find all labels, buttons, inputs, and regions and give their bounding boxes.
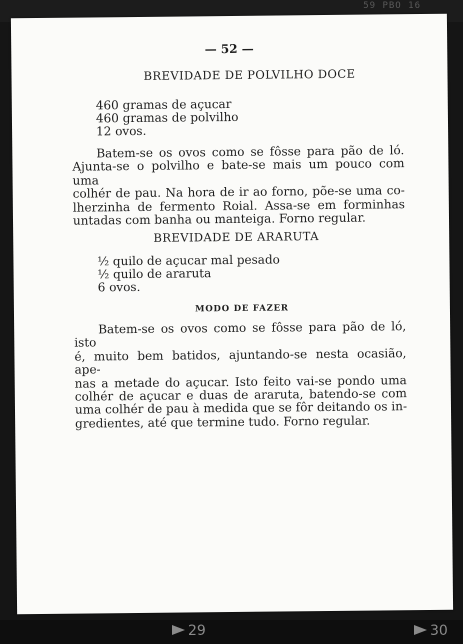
text-line: Batem-se os ovos como se fôsse para pão de ló. [96, 143, 405, 161]
frame-number: 29 [188, 623, 206, 639]
ingredient-item: 460 gramas de polvilho [95, 109, 239, 126]
frame-number: 30 [430, 623, 448, 639]
frame-marker [172, 623, 206, 639]
text-line: colhér de pau. Na hora de ir ao forno, põe-se uma co- [72, 183, 405, 201]
text-line: uma colhér de pau à medida que se fôr deitando os in- [74, 399, 408, 418]
frame-arrow-icon [414, 625, 427, 635]
text-line: gredientes, até que termine tudo. Forno regular. [75, 413, 371, 431]
text-line: Ajunta-se o polvilho e bate-se mais um pouco com uma [72, 156, 405, 188]
text-line: colhér de açucar e duas de araruta, batendo-se com [74, 386, 407, 404]
page-number: — 52 — [204, 41, 254, 57]
recipe-title-araruta: BREVIDADE DE ARARUTA [153, 229, 319, 245]
book-page [11, 14, 453, 615]
text-line: Batem-se os ovos como se fôsse para pão de ló, isto [74, 319, 407, 351]
ingredient-item: ½ quilo de açucar mal pesado [97, 252, 280, 269]
text-line: é, muito bem batidos, ajuntando-se nesta ocasião, ape- [74, 345, 407, 377]
text-line: untadas com banha ou manteiga. Forno regular. [72, 210, 366, 228]
film-edge-code: 59 PBO 16 [363, 1, 421, 11]
frame-arrow-icon [172, 625, 185, 635]
text-line: lherzinha de fermento Roial. Assa-se em forminhas [72, 196, 405, 215]
ingredient-item: 12 ovos. [96, 123, 147, 139]
instructions-polvilho [72, 144, 405, 228]
ingredient-list-polvilho [96, 98, 239, 138]
text-line: nas a metade do açucar. Isto feito vai-se pondo uma [74, 372, 407, 391]
ingredient-item: 6 ovos. [97, 279, 141, 295]
ingredient-item: 460 gramas de açucar [95, 96, 232, 113]
frame-marker [414, 623, 448, 639]
ingredient-list-araruta [97, 253, 280, 294]
method-heading: MODO DE FAZER [195, 303, 289, 315]
ingredient-item: ½ quilo de araruta [97, 266, 212, 282]
film-strip-bottom [0, 620, 463, 644]
instructions-araruta [74, 320, 407, 431]
recipe-title-polvilho: BREVIDADE DE POLVILHO DOCE [143, 66, 356, 83]
